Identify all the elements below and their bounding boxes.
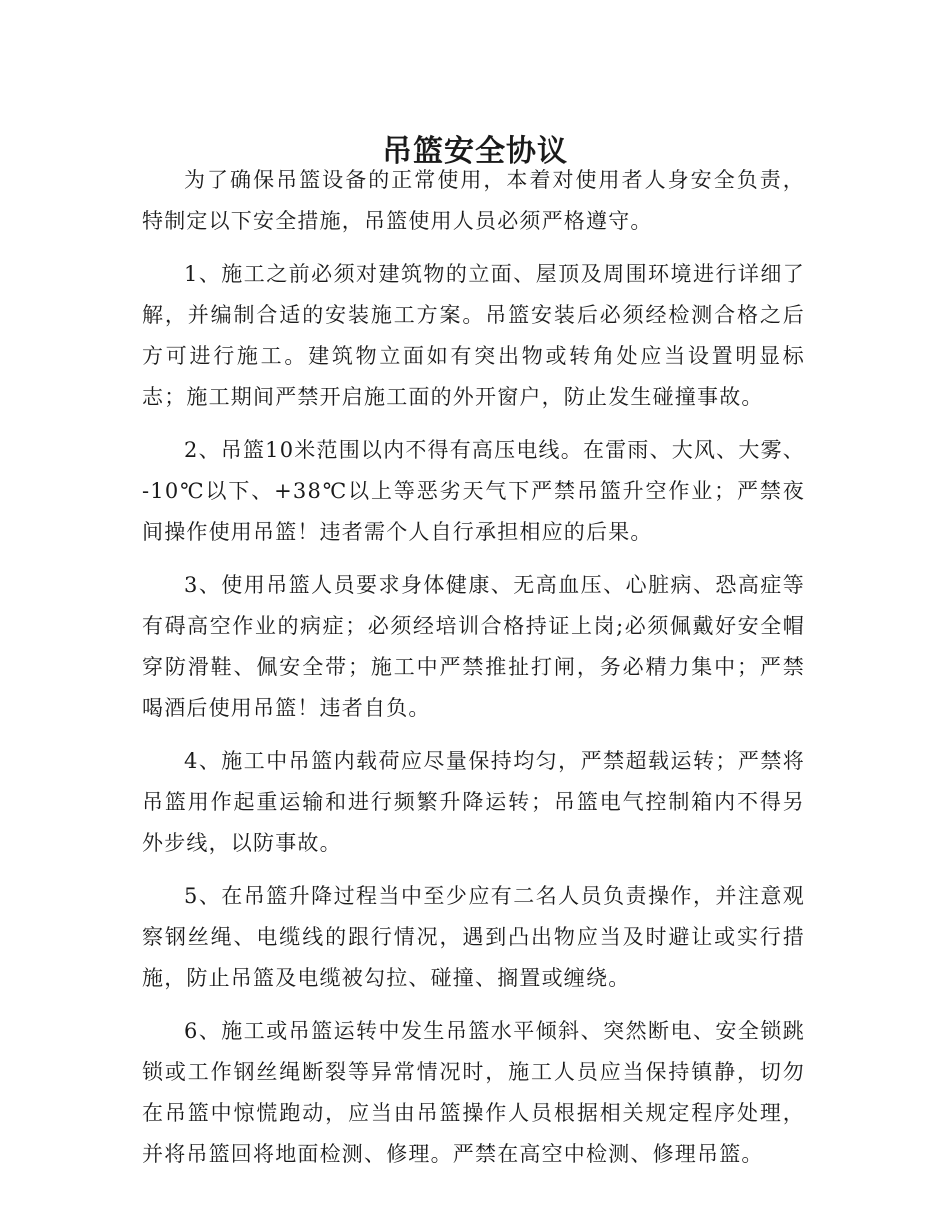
clause-1-paragraph: 1、施工之前必须对建筑物的立面、屋顶及周围环境进行详细了解，并编制合适的安装施工方案。吊篮安装后必须经检测合格之后方可进行施工。建筑物立面如有突出物或转角处应当设置明显标志；施工期间严禁开启施工面的外开窗户，防止发生碰撞事故。 [142, 262, 805, 409]
clause-4-paragraph: 4、施工中吊篮内载荷应尽量保持均匀，严禁超载运转；严禁将吊篮用作起重运输和进行频繁升降运转；吊篮电气控制箱内不得另外步线，以防事故。 [142, 749, 805, 855]
clause-3-paragraph: 3、使用吊篮人员要求身体健康、无高血压、心脏病、恐高症等有碍高空作业的病症；必须经培训合格持证上岗;必须佩戴好安全帽穿防滑鞋、佩安全带；施工中严禁推扯打闸，务必精力集中；严禁喝酒后使用吊篮！违者自负。 [142, 573, 805, 720]
clause-5-paragraph: 5、在吊篮升降过程当中至少应有二名人员负责操作，并注意观察钢丝绳、电缆线的跟行情况，遇到凸出物应当及时避让或实行措施，防止吊篮及电缆被勾拉、碰撞、搁置或缠绕。 [142, 884, 805, 990]
document-title: 吊篮安全协议 [382, 134, 568, 170]
clause-6-paragraph: 6、施工或吊篮运转中发生吊篮水平倾斜、突然断电、安全锁跳锁或工作钢丝绳断裂等异常情况时，施工人员应当保持镇静，切勿在吊篮中惊慌跑动，应当由吊篮操作人员根据相关规定程序处理，并将吊篮回将地面检测、修理。严禁在高空中检测、修理吊篮。 [142, 1019, 805, 1166]
document-body [142, 160, 805, 1175]
clause-2-paragraph: 2、吊篮10米范围以内不得有高压电线。在雷雨、大风、大雾、-10℃以下、+38℃以上等恶劣天气下严禁吊篮升空作业；严禁夜间操作使用吊篮！违者需个人自行承担相应的后果。 [142, 438, 805, 544]
intro-paragraph: 为了确保吊篮设备的正常使用，本着对使用者人身安全负责，特制定以下安全措施，吊篮使用人员必须严格遵守。 [142, 168, 805, 233]
